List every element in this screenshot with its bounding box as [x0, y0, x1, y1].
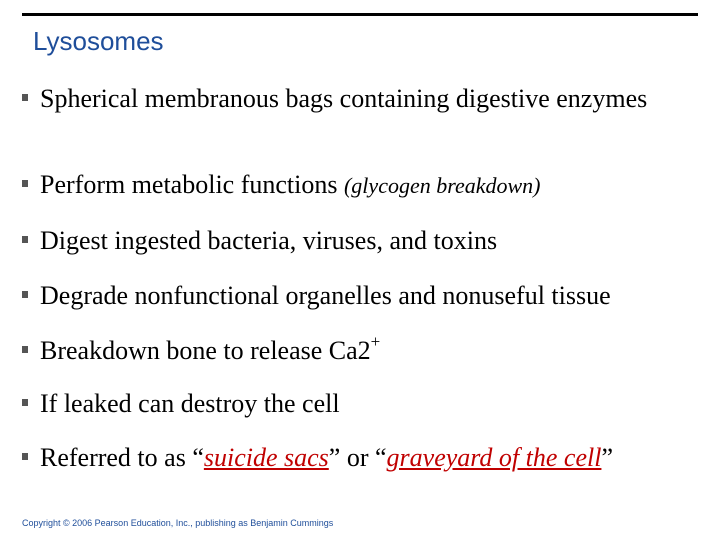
bullet-text-main: Perform metabolic functions: [40, 170, 344, 199]
bullet-italic-note: (glycogen breakdown): [343, 173, 541, 198]
bullet-text: [40, 441, 680, 474]
square-bullet-icon: [22, 180, 28, 187]
square-bullet-icon: [22, 453, 28, 460]
square-bullet-icon: [22, 291, 28, 298]
bullet-text: Degrade nonfunctional organelles and nonuseful tissue: [40, 281, 611, 310]
bullet-text-middle: ” or “: [328, 443, 387, 472]
square-bullet-icon: [22, 399, 28, 406]
emphasis-term-suicide-sacs: suicide sacs: [203, 443, 329, 472]
slide-title: Lysosomes: [33, 26, 164, 56]
bullet-text-main: Breakdown bone to release Ca2: [40, 336, 371, 365]
bullet-text-after: ”: [601, 443, 613, 472]
bullet-text: [40, 168, 680, 202]
top-divider-line: [22, 13, 698, 16]
bullet-text: [40, 334, 680, 367]
superscript-plus: +: [370, 332, 381, 351]
bullet-text-before: Referred to as “: [40, 443, 204, 472]
square-bullet-icon: [22, 94, 28, 101]
bullet-text: Spherical membranous bags containing digestive enzymes: [40, 84, 648, 113]
square-bullet-icon: [22, 346, 28, 353]
copyright-footer: Copyright © 2006 Pearson Education, Inc., publishing as Benjamin Cummings: [22, 518, 334, 528]
bullet-text: If leaked can destroy the cell: [40, 389, 340, 418]
square-bullet-icon: [22, 236, 28, 243]
emphasis-term-graveyard: graveyard of the cell: [386, 443, 602, 472]
bullet-text: Digest ingested bacteria, viruses, and toxins: [40, 226, 498, 255]
